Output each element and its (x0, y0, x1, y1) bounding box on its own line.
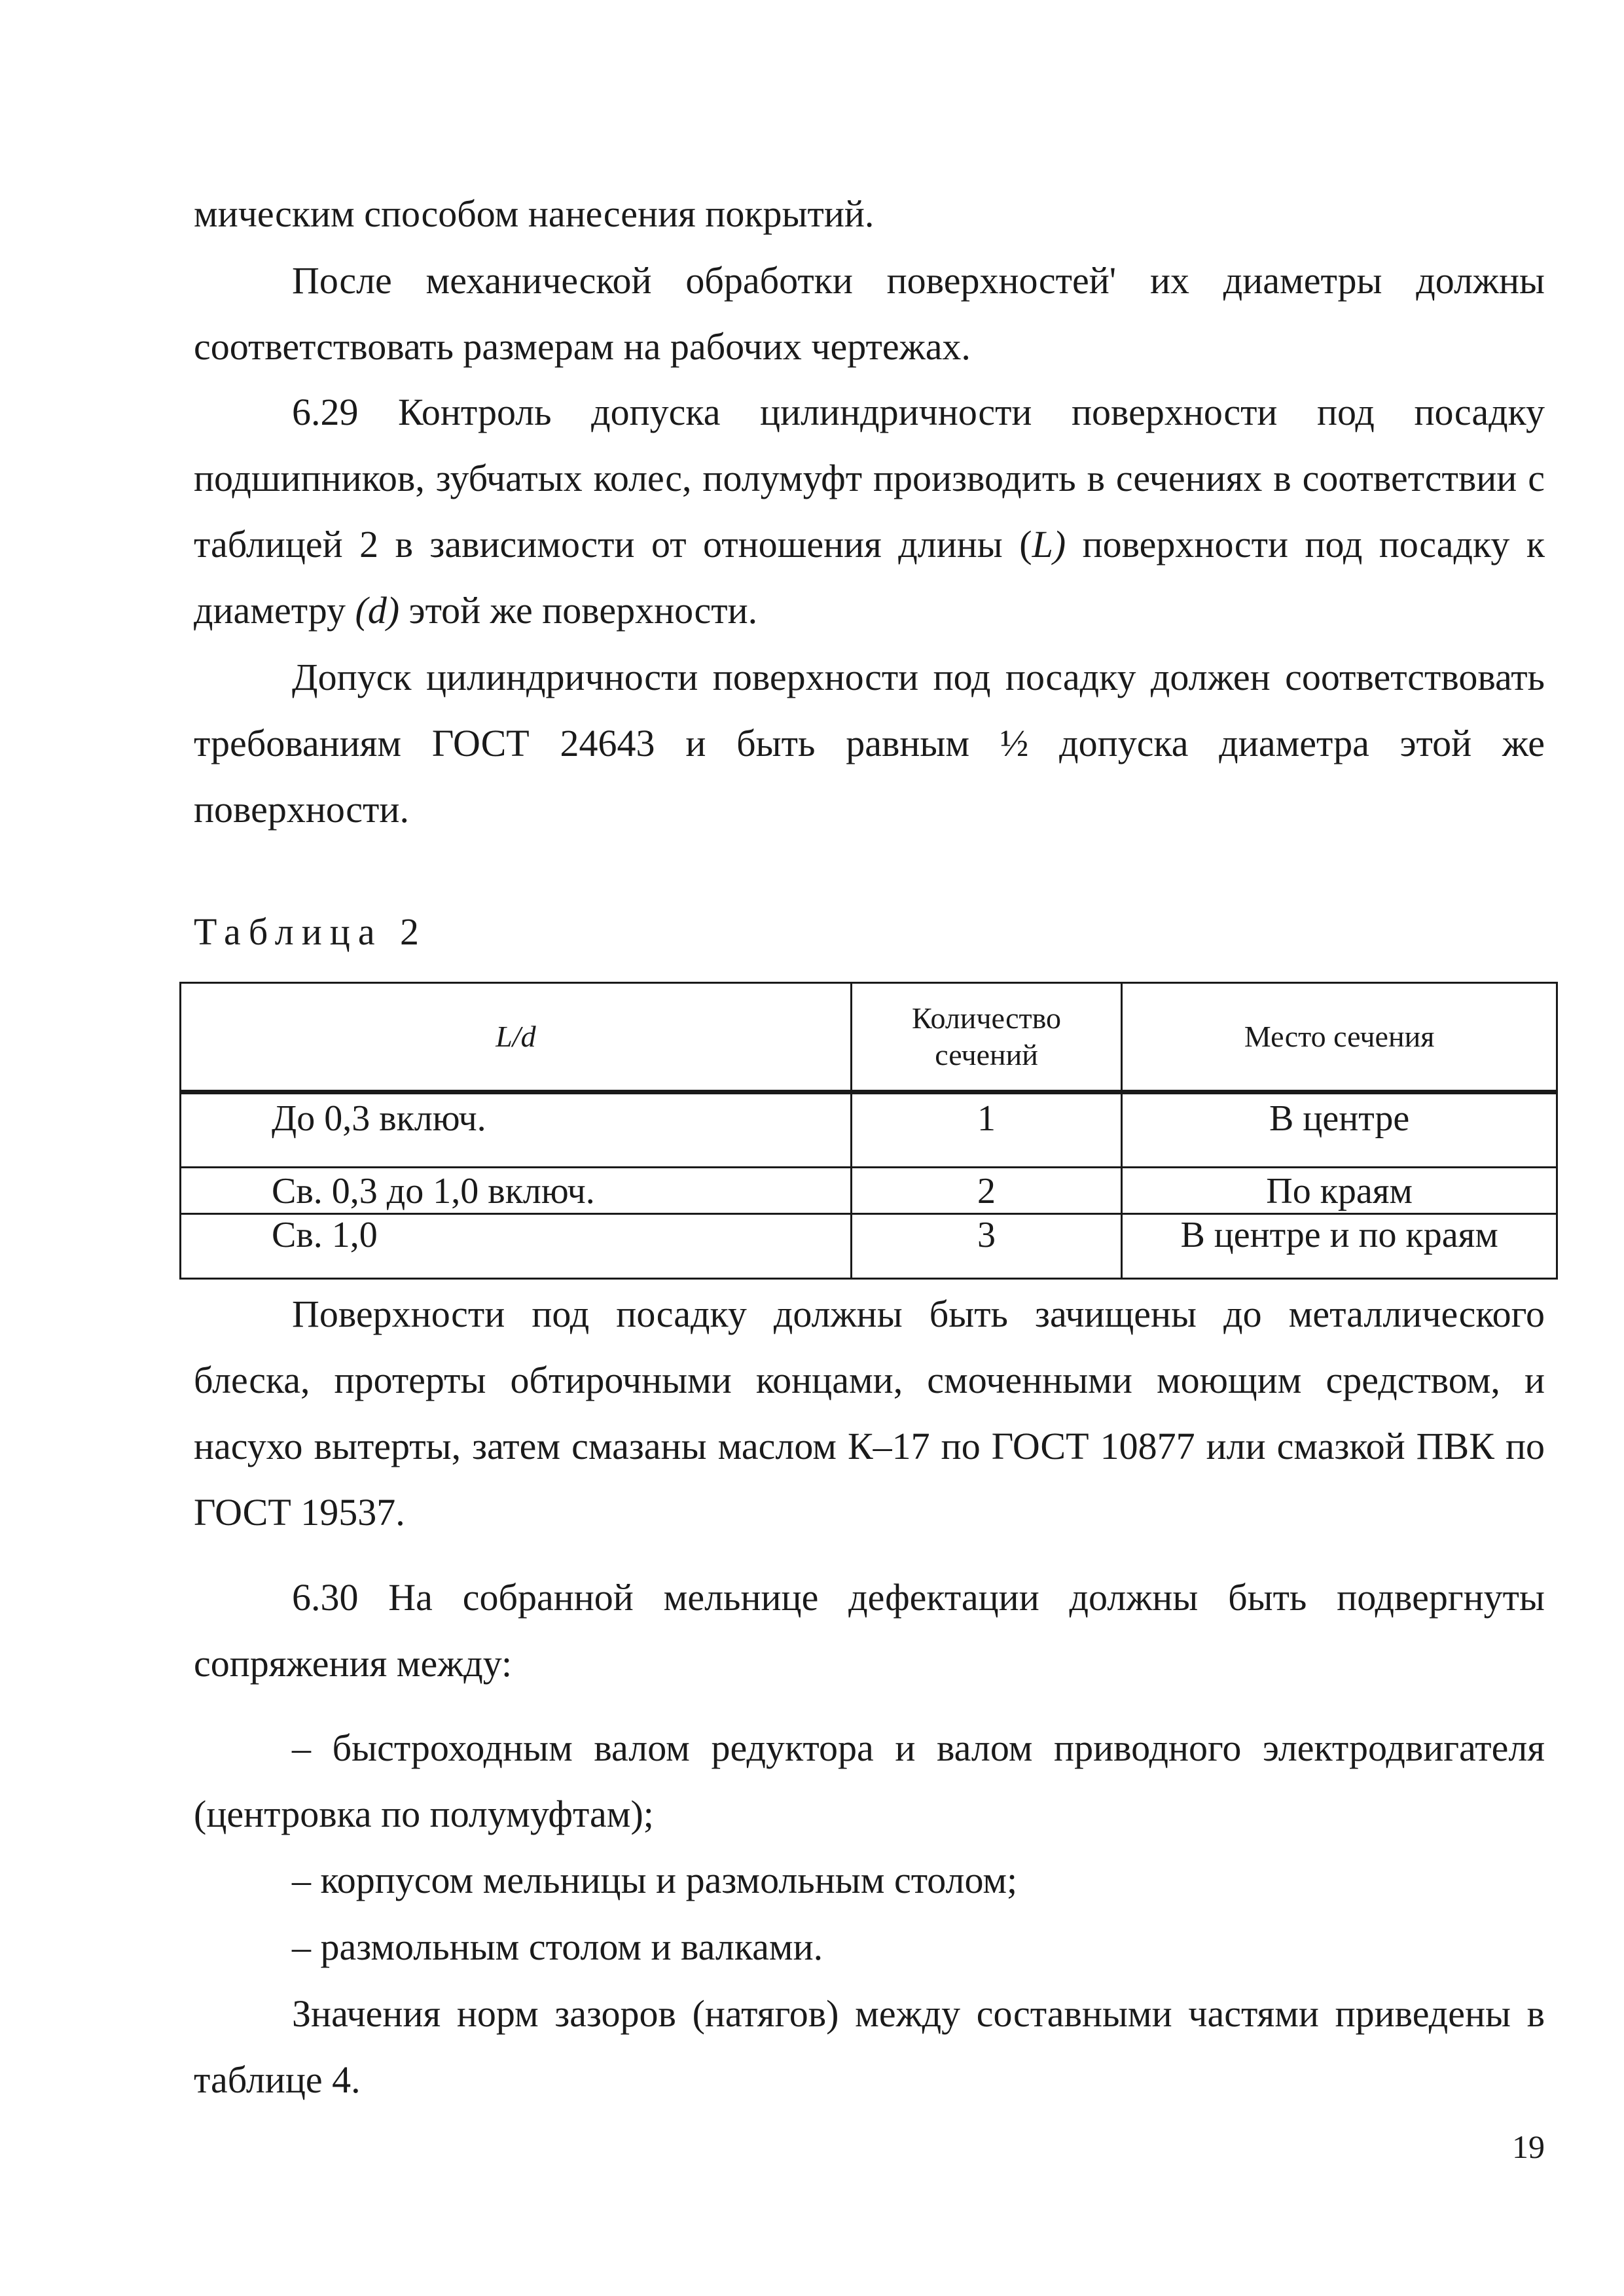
table-caption: Таблица 2 (194, 910, 427, 953)
table-header-row (181, 983, 1557, 1092)
paragraph-clearances: Значения норм зазоров (натягов) между составными частями приведены в таблице 4. (194, 1992, 1545, 2101)
cell-ratio: Св. 1,0 (181, 1214, 852, 1279)
paragraph-6-29 (194, 379, 1545, 643)
list-item: – размольным столом и валками. (292, 1926, 823, 1968)
paragraph-6-29-text-c: поверхности под посадку к диаметру (194, 523, 1545, 632)
list-item: – корпусом мельницы и размольным столом; (292, 1859, 1018, 1901)
paragraph-6-29-text-a: 6.29 Контроль допуска цилиндричности поверхности под посадку подшипников, зубчатых колес, полумуфт производить в сечениях в соответствии с таблицей 2 в зависимости от отношения длины ( (194, 391, 1545, 565)
cell-place: В центре и по краям (1122, 1214, 1557, 1279)
cell-ratio: Св. 0,3 до 1,0 включ. (181, 1168, 852, 1214)
table-row (181, 1092, 1557, 1168)
paragraph-tolerance: Допуск цилиндричности поверхности под посадку должен соответствовать требованиям ГОСТ 24643 и быть равным ½ допуска диаметра этой же поверхности. (194, 656, 1545, 831)
cell-count: 1 (851, 1092, 1121, 1168)
paragraph-6-29-text-e: этой же поверхности. (399, 589, 758, 632)
header-ratio: L/d (181, 983, 852, 1092)
length-symbol: L) (1032, 523, 1066, 565)
paragraph-machining: После механической обработки поверхностей' их диаметры должны соответствовать размерам на рабочих чертежах. (194, 259, 1545, 368)
cell-count: 3 (851, 1214, 1121, 1279)
table-row (181, 1214, 1557, 1279)
list-item: – быстроходным валом редуктора и валом приводного электродвигателя (центровка по полумуфтам); (194, 1727, 1545, 1835)
page-number: 19 (1512, 2128, 1545, 2165)
header-place: Место сечения (1122, 983, 1557, 1092)
diameter-symbol: (d) (355, 589, 400, 632)
paragraph-continuation: мическим способом нанесения покрытий. (194, 192, 875, 235)
cell-place: В центре (1122, 1092, 1557, 1168)
cell-place: По краям (1122, 1168, 1557, 1214)
header-count (851, 983, 1121, 1092)
table-row (181, 1168, 1557, 1214)
paragraph-6-30: 6.30 На собранной мельнице дефектации должны быть подвергнуты сопряжения между: (194, 1576, 1545, 1685)
sections-table (179, 982, 1558, 1280)
cell-ratio: До 0,3 включ. (181, 1092, 852, 1168)
paragraph-cleaning: Поверхности под посадку должны быть зачищены до металлического блеска, протерты обтирочными концами, смоченными моющим средством, и насухо вытерты, затем смазаны маслом К–17 по ГОСТ 10877 или смазкой ПВК по ГОСТ 19537. (194, 1293, 1545, 1534)
cell-count: 2 (851, 1168, 1121, 1214)
header-count-line2: сечений (935, 1038, 1038, 1071)
header-count-line1: Количество (912, 1001, 1062, 1035)
